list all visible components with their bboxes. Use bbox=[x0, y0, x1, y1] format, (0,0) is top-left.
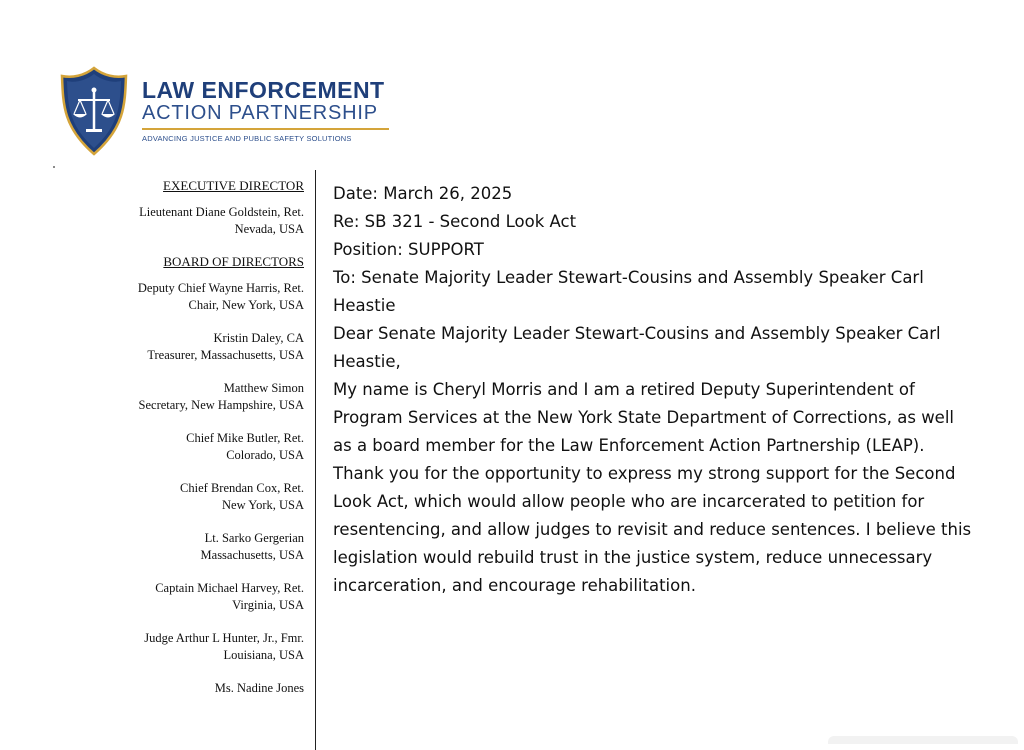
board-of-directors-heading: BOARD OF DIRECTORS bbox=[163, 254, 304, 269]
logo-subtitle: ACTION PARTNERSHIP bbox=[142, 102, 378, 124]
sidebar-detail: Virginia, USA bbox=[232, 598, 304, 612]
sidebar-detail: Secretary, New Hampshire, USA bbox=[138, 398, 304, 412]
sidebar-name: Lieutenant Diane Goldstein, Ret. bbox=[139, 205, 304, 219]
logo-title: LAW ENFORCEMENT bbox=[142, 77, 385, 103]
letter-re-line: Re: SB 321 - Second Look Act bbox=[333, 212, 577, 231]
sidebar-name: Deputy Chief Wayne Harris, Ret. bbox=[137, 281, 304, 295]
sidebar-name: Lt. Sarko Gergerian bbox=[204, 531, 304, 545]
sidebar-detail: Nevada, USA bbox=[234, 222, 304, 236]
leap-logo bbox=[58, 66, 398, 158]
board-member bbox=[96, 280, 304, 314]
board-member bbox=[96, 530, 304, 564]
board-member bbox=[96, 480, 304, 514]
board-member bbox=[96, 430, 304, 464]
letter-paragraph: My name is Cheryl Morris and I am a retired Deputy Superintendent of Program Services at the New York State Department of Corrections, as well as a board member for the Law Enforcement Action Partnership (LEAP). Thank you for the opportunity to express my strong support for the Second Look Act, which would allow people who are incarcerated to petition for resentencing, and allow judges to revisit and reduce sentences. I believe this legislation would rebuild trust in the justice system, reduce unnecessary incarceration, and encourage rehabilitation. bbox=[333, 380, 972, 595]
logo-rule bbox=[142, 128, 389, 130]
logo-tagline: ADVANCING JUSTICE AND PUBLIC SAFETY SOLUTIONS bbox=[142, 134, 352, 143]
sidebar-detail: Massachusetts, USA bbox=[200, 548, 304, 562]
sidebar-name: Matthew Simon bbox=[223, 381, 304, 395]
letter-salutation: Dear Senate Majority Leader Stewart-Cousins and Assembly Speaker Carl Heastie, bbox=[333, 324, 941, 371]
board-member bbox=[96, 580, 304, 614]
letterhead-sidebar bbox=[96, 178, 304, 713]
sidebar-name: Captain Michael Harvey, Ret. bbox=[155, 581, 304, 595]
sidebar-detail: New York, USA bbox=[222, 498, 304, 512]
executive-director-entry bbox=[96, 204, 304, 238]
column-divider bbox=[315, 170, 316, 750]
page-edge-shadow bbox=[828, 736, 1018, 744]
executive-director-heading: EXECUTIVE DIRECTOR bbox=[163, 178, 304, 193]
sidebar-name: Ms. Nadine Jones bbox=[214, 681, 304, 695]
sidebar-name: Chief Brendan Cox, Ret. bbox=[180, 481, 304, 495]
badge-shield-icon bbox=[58, 66, 130, 156]
sidebar-name: Judge Arthur L Hunter, Jr., Fmr. bbox=[144, 631, 304, 645]
board-member bbox=[96, 630, 304, 664]
sidebar-detail: Colorado, USA bbox=[226, 448, 304, 462]
board-member bbox=[96, 330, 304, 364]
sidebar-name: Kristin Daley, CA bbox=[213, 331, 304, 345]
sidebar-name: Chief Mike Butler, Ret. bbox=[186, 431, 304, 445]
letter-recipient: To: Senate Majority Leader Stewart-Cousins and Assembly Speaker Carl Heastie bbox=[333, 268, 924, 315]
sidebar-detail: Treasurer, Massachusetts, USA bbox=[147, 348, 304, 362]
sidebar-detail: Chair, New York, USA bbox=[188, 298, 304, 312]
sidebar-detail: Louisiana, USA bbox=[223, 648, 304, 662]
letter-body bbox=[333, 180, 973, 600]
letter-date: Date: March 26, 2025 bbox=[333, 184, 513, 203]
letter-position: Position: SUPPORT bbox=[333, 240, 484, 259]
stray-dot bbox=[53, 166, 55, 168]
board-member bbox=[96, 380, 304, 414]
board-member bbox=[96, 680, 304, 697]
